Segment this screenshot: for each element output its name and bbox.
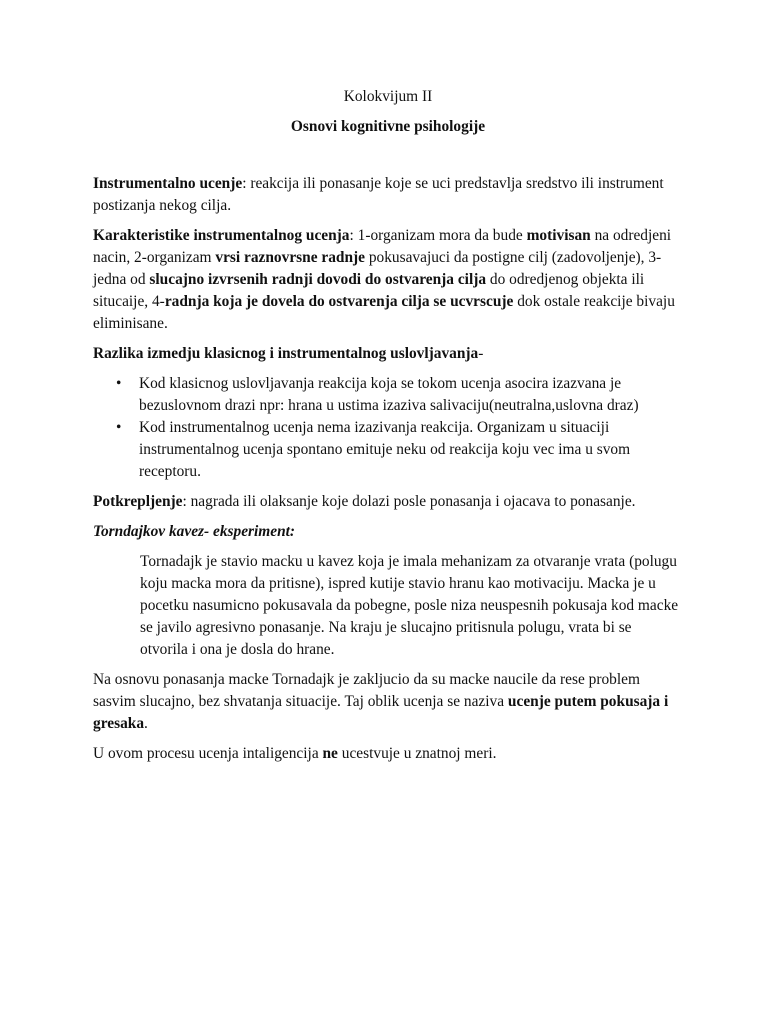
karakteristike-text-1: : 1-organizam mora da bude [349, 227, 527, 244]
heading-razlika: Razlika izmedju klasicnog i instrumentalnog uslovljavanja [93, 345, 479, 362]
karakteristike-text-2: na odredjeni nacin, 2-organizam [93, 227, 672, 266]
inteligencija-text-2: ucestvuje u znatnoj meri. [337, 745, 497, 762]
paragraph-experiment-description: Tornadajk je stavio macku u kavez koja je imala mehanizam za otvaranje vrata (polugu koju macka mora da pritisne), ispred kutije stavio hranu kao motivaciju. Macka je u pocetku nasumicno pokusavala da pobegne, posle niza neuspesnih pokusaja kod macke se javilo agresivno ponasanje. Na kraju je slucajno pritisnula polugu, vrata bi se otvorila i ona je dosla do hrane. [140, 553, 679, 658]
inteligencija-bold: ne [322, 745, 338, 762]
term-potkrepljenje: Potkrepljenje [93, 493, 183, 510]
document-content [93, 86, 683, 773]
karakteristike-bold-1: motivisan [526, 227, 591, 244]
paragraph-potkrepljenje [93, 491, 683, 513]
term-instrumentalno-ucenje: Instrumentalno ucenje [93, 175, 243, 192]
karakteristike-bold-4: radnja koja je dovela do ostvarenja cilja se ucvrscuje [164, 293, 514, 310]
karakteristike-bold-2: vrsi raznovrsne radnje [215, 249, 365, 266]
bullet-icon: • [116, 375, 122, 392]
document-subtitle: Osnovi kognitivne psihologije [290, 118, 486, 135]
bullet-icon: • [116, 419, 122, 436]
karakteristike-text-4: do odredjenog objekta ili situcaije, 4- [93, 271, 645, 310]
definition-text: : reakcija ili ponasanje koje se uci predstavlja sredstvo ili instrument postizanja nekog cilja. [93, 175, 664, 214]
karakteristike-text-3: pokusavajuci da postigne cilj (zadovoljenje), 3- jedna od [93, 249, 662, 288]
list-item-text: Kod klasicnog uslovljavanja reakcija koja se tokom ucenja asocira izazvana je bezuslovnom drazi npr: hrana u ustima izaziva salivaciju(neutralna,uslovna draz) [139, 375, 639, 414]
document-title: Kolokvijum II [343, 88, 433, 105]
heading-torndajkov-kavez: Torndajkov kavez- eksperiment: [93, 523, 296, 540]
inteligencija-text-1: U ovom procesu ucenja intaligencija [93, 745, 323, 762]
paragraph-instrumentalno-ucenje [93, 173, 683, 217]
zakljucak-text: Na osnovu ponasanja macke Tornadajk je zakljucio da su macke naucile da rese problem sasvim slucajno, bez shvatanja situacije. Taj oblik ucenja se naziva [93, 671, 640, 710]
karakteristike-text-5: dok ostale reakcije bivaju eliminisane. [93, 293, 675, 332]
list-item [93, 373, 683, 417]
paragraph-razlika-heading [93, 343, 683, 365]
zakljucak-end: . [144, 715, 148, 732]
paragraph-inteligencija [93, 743, 683, 765]
potkrepljenje-text: : nagrada ili olaksanje koje dolazi posle ponasanja i ojacava to ponasanje. [182, 493, 636, 510]
paragraph-karakteristike [93, 225, 683, 335]
karakteristike-bold-3: slucajno izvrsenih radnji dovodi do ostvarenja cilja [149, 271, 487, 288]
zakljucak-bold: ucenje putem pokusaja i gresaka [93, 693, 669, 732]
list-item [93, 417, 683, 483]
bullet-list [93, 373, 683, 483]
heading-razlika-suffix: - [478, 345, 484, 362]
list-item-text: Kod instrumentalnog ucenja nema izazivanja reakcija. Organizam u situaciji instrumentalnog ucenja spontano emituje neku od reakcija koju vec ima u svom receptoru. [139, 419, 631, 480]
paragraph-zakljucak [93, 669, 683, 735]
term-karakteristike: Karakteristike instrumentalnog ucenja [93, 227, 350, 244]
